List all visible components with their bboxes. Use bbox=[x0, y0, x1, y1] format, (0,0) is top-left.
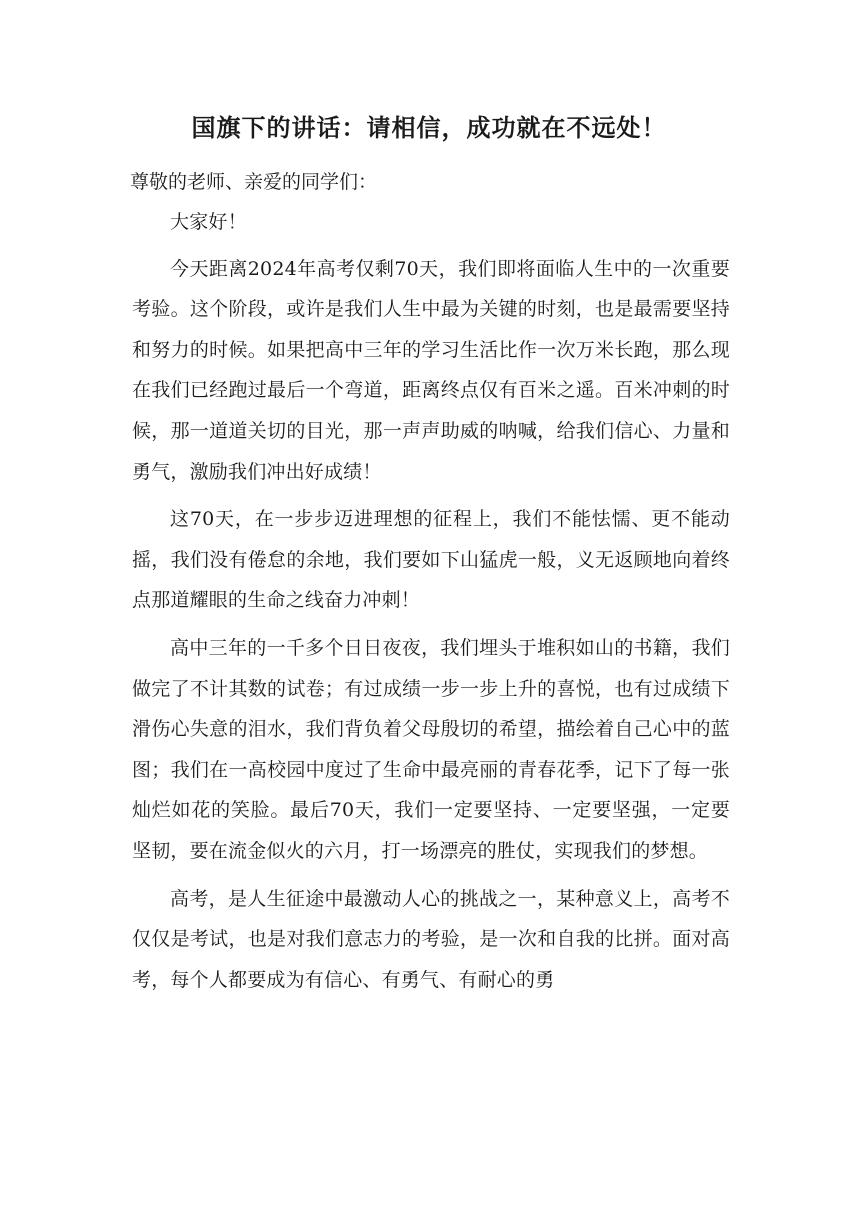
salutation: 尊敬的老师、亲爱的同学们： bbox=[130, 171, 378, 193]
document-title: 国旗下的讲话：请相信，成功就在不远处！ bbox=[191, 113, 667, 142]
paragraph-gaokao: 高考，是人生征途中最激动人心的挑战之一，某种意义上，高考不仅仅是考试，也是对我们意志力的考验，是一次和自我的比拼。面对高考，每个人都要成为有信心、有勇气、有耐心的勇 bbox=[132, 887, 730, 991]
paragraph-three-years: 高中三年的一千多个日日夜夜，我们埋头于堆积如山的书籍，我们做完了不计其数的试卷；有过成绩一步一步上升的喜悦，也有过成绩下滑伤心失意的泪水，我们背负着父母殷切的希望，描绘着自己心中的蓝图；我们在一高校园中度过了生命中最亮丽的青春花季，记下了每一张灿烂如花的笑脸。最后70天，我们一定要坚持、一定要坚强，一定要坚韧，要在流金似火的六月，打一场漂亮的胜仗，实现我们的梦想。 bbox=[132, 636, 730, 862]
document-page bbox=[132, 108, 730, 1007]
paragraph-greeting: 大家好！ bbox=[170, 211, 247, 233]
paragraph-countdown: 今天距离2024年高考仅剩70天，我们即将面临人生中的一次重要考验。这个阶段，或许是我们人生中最为关键的时刻，也是最需要坚持和努力的时候。如果把高中三年的学习生活比作一次万米长跑，那么现在我们已经跑过最后一个弯道，距离终点仅有百米之遥。百米冲刺的时候，那一道道关切的目光，那一声声助威的呐喊，给我们信心、力量和勇气，激励我们冲出好成绩！ bbox=[132, 257, 730, 483]
paragraph-seventy-days: 这70天，在一步步迈进理想的征程上，我们不能怯懦、更不能动摇，我们没有倦怠的余地，我们要如下山猛虎一般，义无返顾地向着终点那道耀眼的生命之线奋力冲刺！ bbox=[132, 508, 730, 612]
